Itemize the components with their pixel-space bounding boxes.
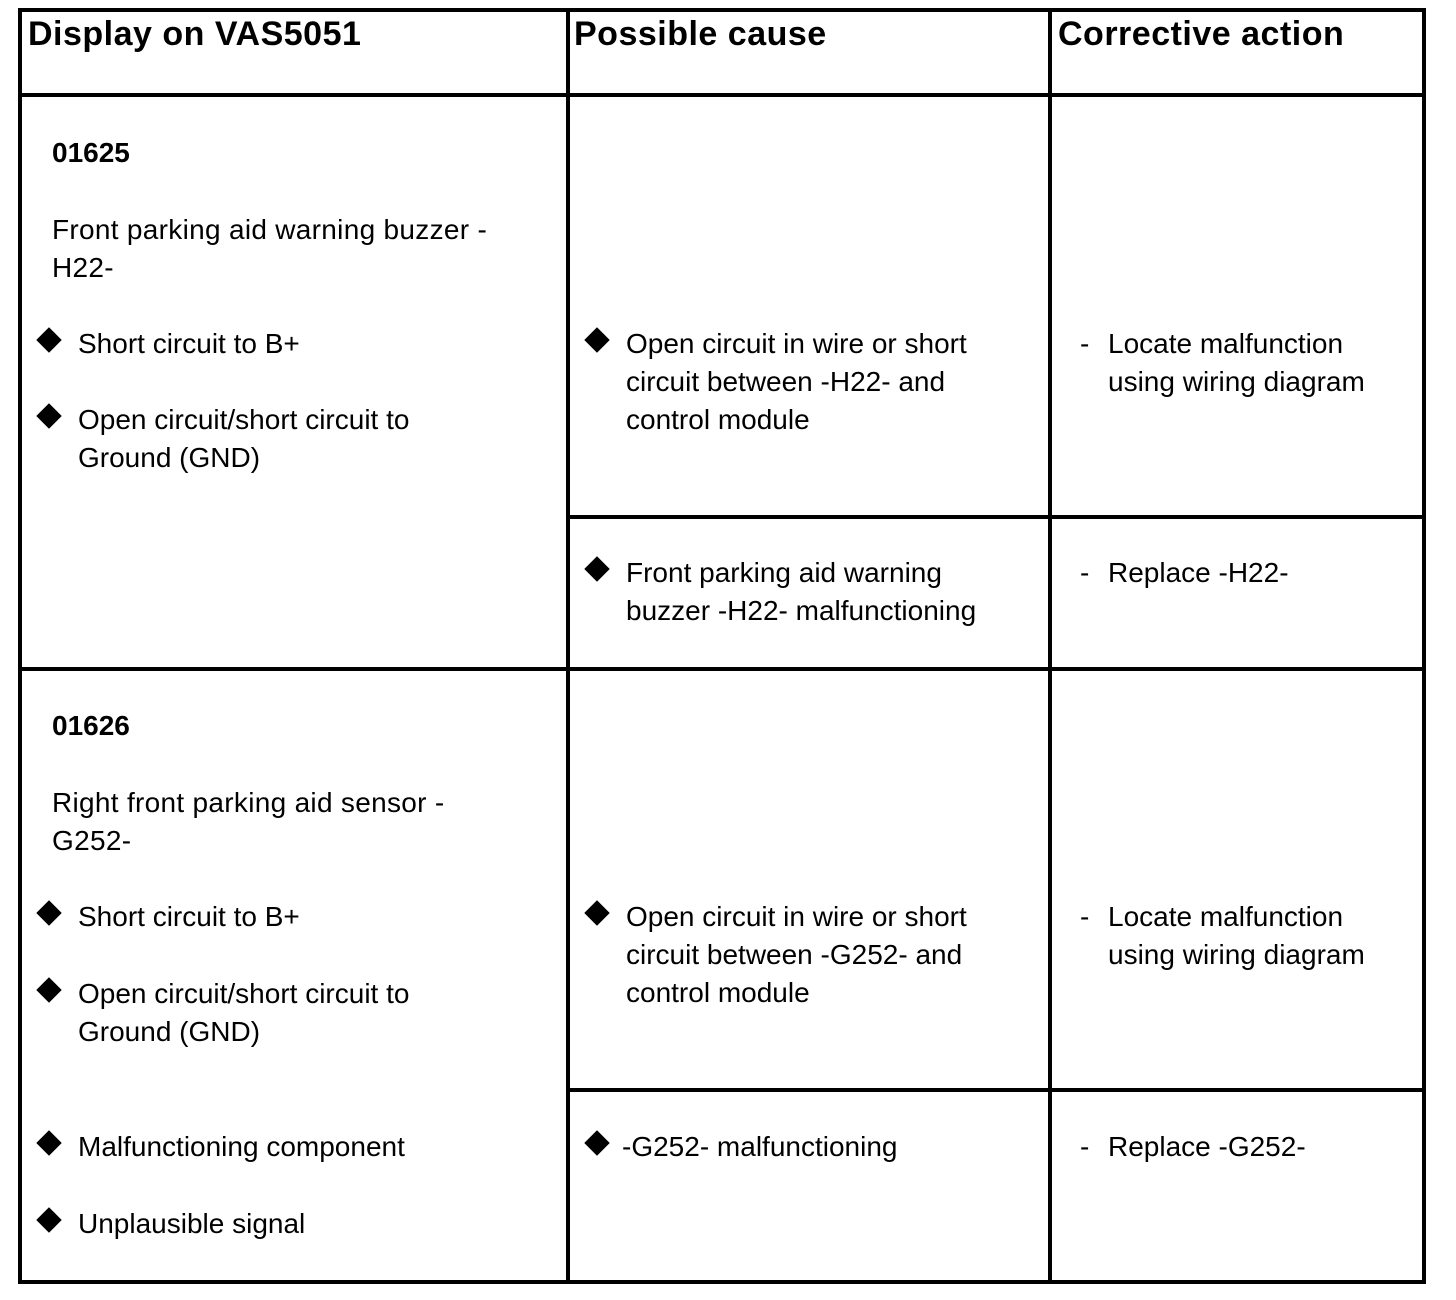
fault-description-01626: Right front parking aid sensor -G252- — [52, 787, 445, 856]
diamond-bullet-icon — [36, 327, 61, 352]
action-item — [1080, 898, 1410, 978]
cause-text: -G252- malfunctioning — [622, 1131, 898, 1162]
action-item — [1080, 1128, 1410, 1168]
symptom-item — [40, 325, 540, 365]
symptom-item — [40, 401, 540, 481]
dash-marker: - — [1080, 557, 1090, 588]
cause-item — [588, 325, 1028, 445]
cause-text: Open circuit in wire or short circuit between -G252- and control module — [626, 901, 967, 1008]
action-text: Locate malfunction using wiring diagram — [1108, 901, 1365, 970]
diamond-bullet-icon — [584, 327, 609, 352]
header-action: Corrective action — [1058, 15, 1345, 53]
symptom-text: Malfunctioning component — [78, 1131, 405, 1162]
header-display: Display on VAS5051 — [28, 15, 362, 53]
symptom-item — [40, 975, 540, 1055]
fault-code-01625: 01625 — [52, 137, 130, 168]
diamond-bullet-icon — [584, 556, 609, 581]
column-divider-1 — [566, 8, 570, 1284]
header-cause: Possible cause — [574, 15, 827, 53]
cause-text: Open circuit in wire or short circuit between -H22- and control module — [626, 328, 967, 435]
diamond-bullet-icon — [36, 403, 61, 428]
symptom-item — [40, 1205, 540, 1245]
cause-text: Front parking aid warning buzzer -H22- malfunctioning — [626, 557, 977, 626]
symptom-text: Open circuit/short circuit to Ground (GND) — [78, 404, 410, 473]
diamond-bullet-icon — [36, 1207, 61, 1232]
diamond-bullet-icon — [584, 900, 609, 925]
dash-marker: - — [1080, 901, 1090, 932]
subrow-divider-1 — [566, 515, 1426, 519]
action-text: Locate malfunction using wiring diagram — [1108, 328, 1365, 397]
cause-item — [588, 898, 1028, 1018]
diamond-bullet-icon — [36, 1130, 61, 1155]
subrow-divider-2 — [566, 1088, 1426, 1092]
header-divider — [18, 93, 1426, 97]
cause-item — [588, 1128, 1028, 1168]
symptom-text: Open circuit/short circuit to Ground (GND) — [78, 978, 410, 1047]
diagnostic-table — [18, 8, 1426, 1284]
cause-item — [588, 554, 1028, 634]
action-item — [1080, 554, 1410, 594]
fault-description-01625: Front parking aid warning buzzer -H22- — [52, 214, 488, 283]
diamond-bullet-icon — [36, 900, 61, 925]
symptom-item — [40, 1128, 540, 1168]
column-divider-2 — [1048, 8, 1052, 1284]
diamond-bullet-icon — [36, 977, 61, 1002]
dash-marker: - — [1080, 328, 1090, 359]
symptom-item — [40, 898, 540, 938]
symptom-text: Short circuit to B+ — [78, 901, 300, 932]
symptom-text: Unplausible signal — [78, 1208, 306, 1239]
fault-code-01626: 01626 — [52, 710, 130, 741]
action-item — [1080, 325, 1410, 405]
dash-marker: - — [1080, 1131, 1090, 1162]
symptom-text: Short circuit to B+ — [78, 328, 300, 359]
action-text: Replace -H22- — [1108, 557, 1289, 588]
row-divider-1 — [18, 667, 1426, 671]
diamond-bullet-icon — [584, 1130, 609, 1155]
action-text: Replace -G252- — [1108, 1131, 1306, 1162]
